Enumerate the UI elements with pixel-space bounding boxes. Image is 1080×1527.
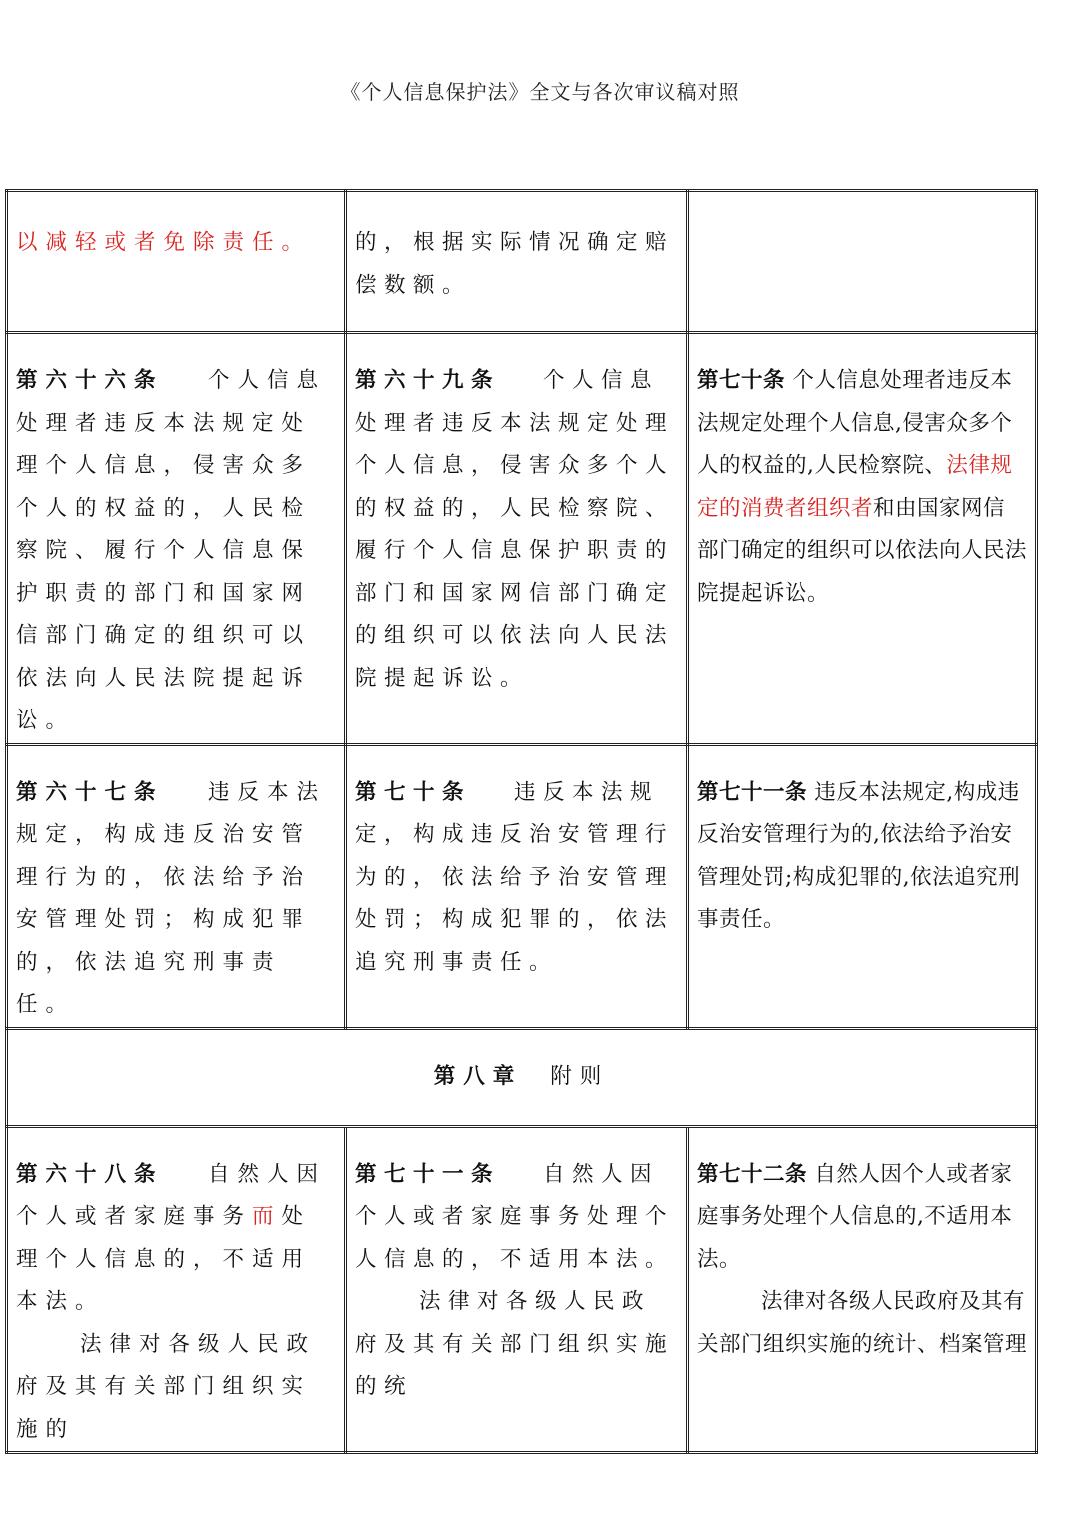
article-number: 第七十一条 (697, 779, 808, 805)
article-body: 处理个人信息的，不适用本法。 (16, 1204, 312, 1314)
cell-text: 以减轻或者免除责任。 (16, 230, 312, 255)
paragraph: 法律对各级人民政府及其有关部门组织实施的统计、档案管理 (697, 1289, 1028, 1357)
article-body: 违反本法规定，构成违反治安管理行为的，依法给予治安管理处罚；构成犯罪的，依法追究刑事责任。 (16, 779, 327, 1017)
page-title: 《个人信息保护法》全文与各次审议稿对照 (340, 80, 740, 104)
article-body: 个人信息处理者违反本法规定处理个人信息,侵害众多个人的权益的,人民检察院、 (697, 368, 1013, 478)
paragraph: 法律对各级人民政府及其有关部门组织实施的统 (355, 1289, 675, 1399)
comparison-table (5, 189, 1038, 1454)
table-row (7, 333, 1037, 745)
cell-draft-3 (346, 744, 688, 1028)
chapter-heading (7, 1028, 1037, 1126)
article-number: 第七十一条 (355, 1161, 501, 1187)
cell-draft-3 (346, 1126, 688, 1453)
highlight-text: 法律规定的消费者组织者 (697, 453, 1013, 521)
cell-draft-2 (688, 333, 1037, 745)
article-body: 个人信息处理者违反本法规定处理个人信息，侵害众多个人的权益的，人民检察院、履行个人信息保护职责的部门和国家网信部门确定的组织可以依法向人民法院提起诉讼。 (355, 368, 675, 691)
cell-final-law (7, 333, 346, 745)
cell-final-law (7, 1126, 346, 1453)
table-row (7, 1028, 1037, 1126)
article-number: 第六十九条 (355, 368, 501, 393)
table-row (7, 191, 1037, 333)
article-number: 第六十六条 (16, 368, 164, 393)
article-body: 自然人因个人或者家庭事务处理个人信息的，不适用本法。 (355, 1161, 675, 1272)
article-body: 自然人因个人或者家庭事务 (16, 1161, 327, 1229)
article-body: 个人信息处理者违反本法规定处理个人信息，侵害众多个人的权益的，人民检察院、履行个人信息保护职责的部门和国家网信部门确定的组织可以依法向人民法院提起诉讼。 (16, 368, 327, 733)
table-row (7, 744, 1037, 1028)
article-number: 第七十二条 (697, 1161, 808, 1187)
table-row (7, 1126, 1037, 1453)
paragraph (16, 1154, 336, 1324)
article-body: 违反本法规定，构成违反治安管理行为的，依法给予治安管理处罚；构成犯罪的，依法追究刑事责任。 (355, 779, 675, 975)
article-number: 第七十条 (355, 779, 472, 805)
article-body: 和由国家网信部门确定的组织可以依法向人民法院提起诉讼。 (697, 495, 1028, 606)
article-number: 第六十七条 (16, 779, 164, 805)
cell-draft-2 (688, 191, 1037, 333)
cell-draft-3 (346, 191, 688, 333)
chapter-name: 附则 (550, 1063, 610, 1089)
cell-draft-2 (688, 744, 1037, 1028)
article-number: 第七十条 (697, 368, 786, 393)
chapter-number: 第八章 (433, 1063, 523, 1089)
paragraph: 法律对各级人民政府及其有关部门组织实施的 (16, 1331, 317, 1442)
cell-final-law (7, 744, 346, 1028)
cell-text: 的，根据实际情况确定赔偿数额。 (355, 230, 675, 298)
article-body: 自然人因个人或者家庭事务处理个人信息的,不适用本法。 (697, 1161, 1013, 1272)
paragraph (355, 1154, 678, 1282)
cell-draft-2 (688, 1126, 1037, 1453)
cell-final-law (7, 191, 346, 333)
article-body: 违反本法规定,构成违反治安管理行为的,依法给予治安管理处罚;构成犯罪的,依法追究刑事责任。 (697, 779, 1021, 932)
article-number: 第六十八条 (16, 1161, 164, 1187)
highlight-text: 而 (252, 1204, 282, 1229)
cell-draft-3 (346, 333, 688, 745)
paragraph (697, 1154, 1027, 1282)
